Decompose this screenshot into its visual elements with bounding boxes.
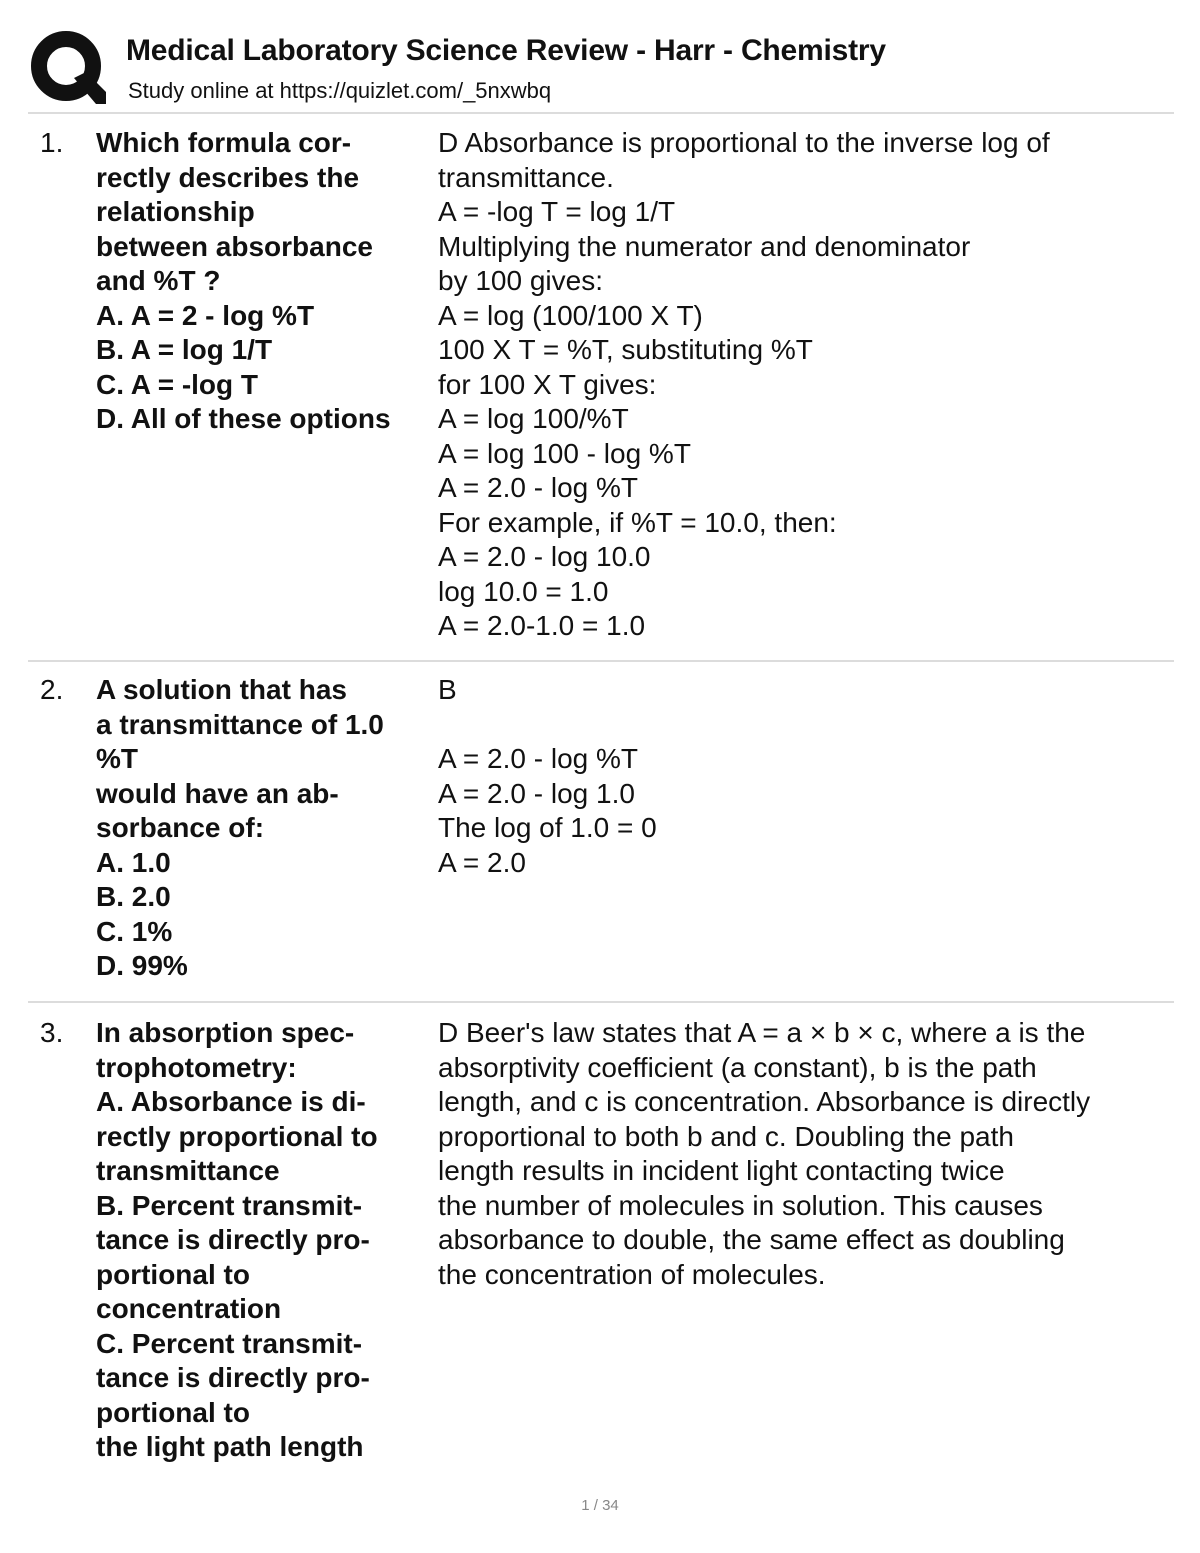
card-term: Which formula cor- rectly describes the relationship between absorbance and %T ? A. A = 2 - log %T B. A = log 1/T C. A = -log T D. All of these options (96, 127, 391, 434)
study-online-link[interactable]: Study online at https://quizlet.com/_5nxwbq (128, 78, 552, 103)
card-definition: D Beer's law states that A = a × b × c, where a is the absorptivity coefficient (a constant), b is the path length, and c is concentration. Absorbance is directly proportional to both b and c. Doubling the path length results in incident light contacting twice the number of molecules in solution. This causes absorbance to double, the same effect as doubling the concentration of molecules. (438, 1017, 1091, 1290)
card-number: 1. (40, 127, 64, 158)
card-definition: B A = 2.0 - log %T A = 2.0 - log 1.0 The log of 1.0 = 0 A = 2.0 (438, 674, 657, 878)
card-term: A solution that has a transmittance of 1.0 %T would have an ab- sorbance of: A. 1.0 B. 2.0 C. 1% D. 99% (96, 674, 384, 981)
card-number: 2. (40, 674, 64, 705)
card-term: In absorption spec- trophotometry: A. Absorbance is di- rectly proportional to transmittance B. Percent transmit- tance is directly pro- portional to concentration C. Percent transmit- tance is directly pro- portional to the light path length (96, 1017, 378, 1462)
divider (28, 660, 1174, 662)
divider (28, 112, 1174, 114)
document-title: Medical Laboratory Science Review - Harr - Chemistry (126, 34, 886, 67)
card-definition: D Absorbance is proportional to the inverse log of transmittance. A = -log T = log 1/T Multiplying the numerator and denominator by 100 gives: A = log (100/100 X T) 100 X T = %T, substituting %T for 100 X T gives: A = log 100/%T A = log 100 - log %T A = 2.0 - log %T For example, if %T = 10.0, then: A = 2.0 - log 10.0 log 10.0 = 1.0 A = 2.0-1.0 = 1.0 (438, 127, 1050, 641)
card-number: 3. (40, 1017, 64, 1048)
divider (28, 1001, 1174, 1003)
quizlet-q-logo-icon (30, 30, 106, 106)
page-header (28, 28, 1174, 112)
page-number: 1 / 34 (581, 1497, 619, 1514)
